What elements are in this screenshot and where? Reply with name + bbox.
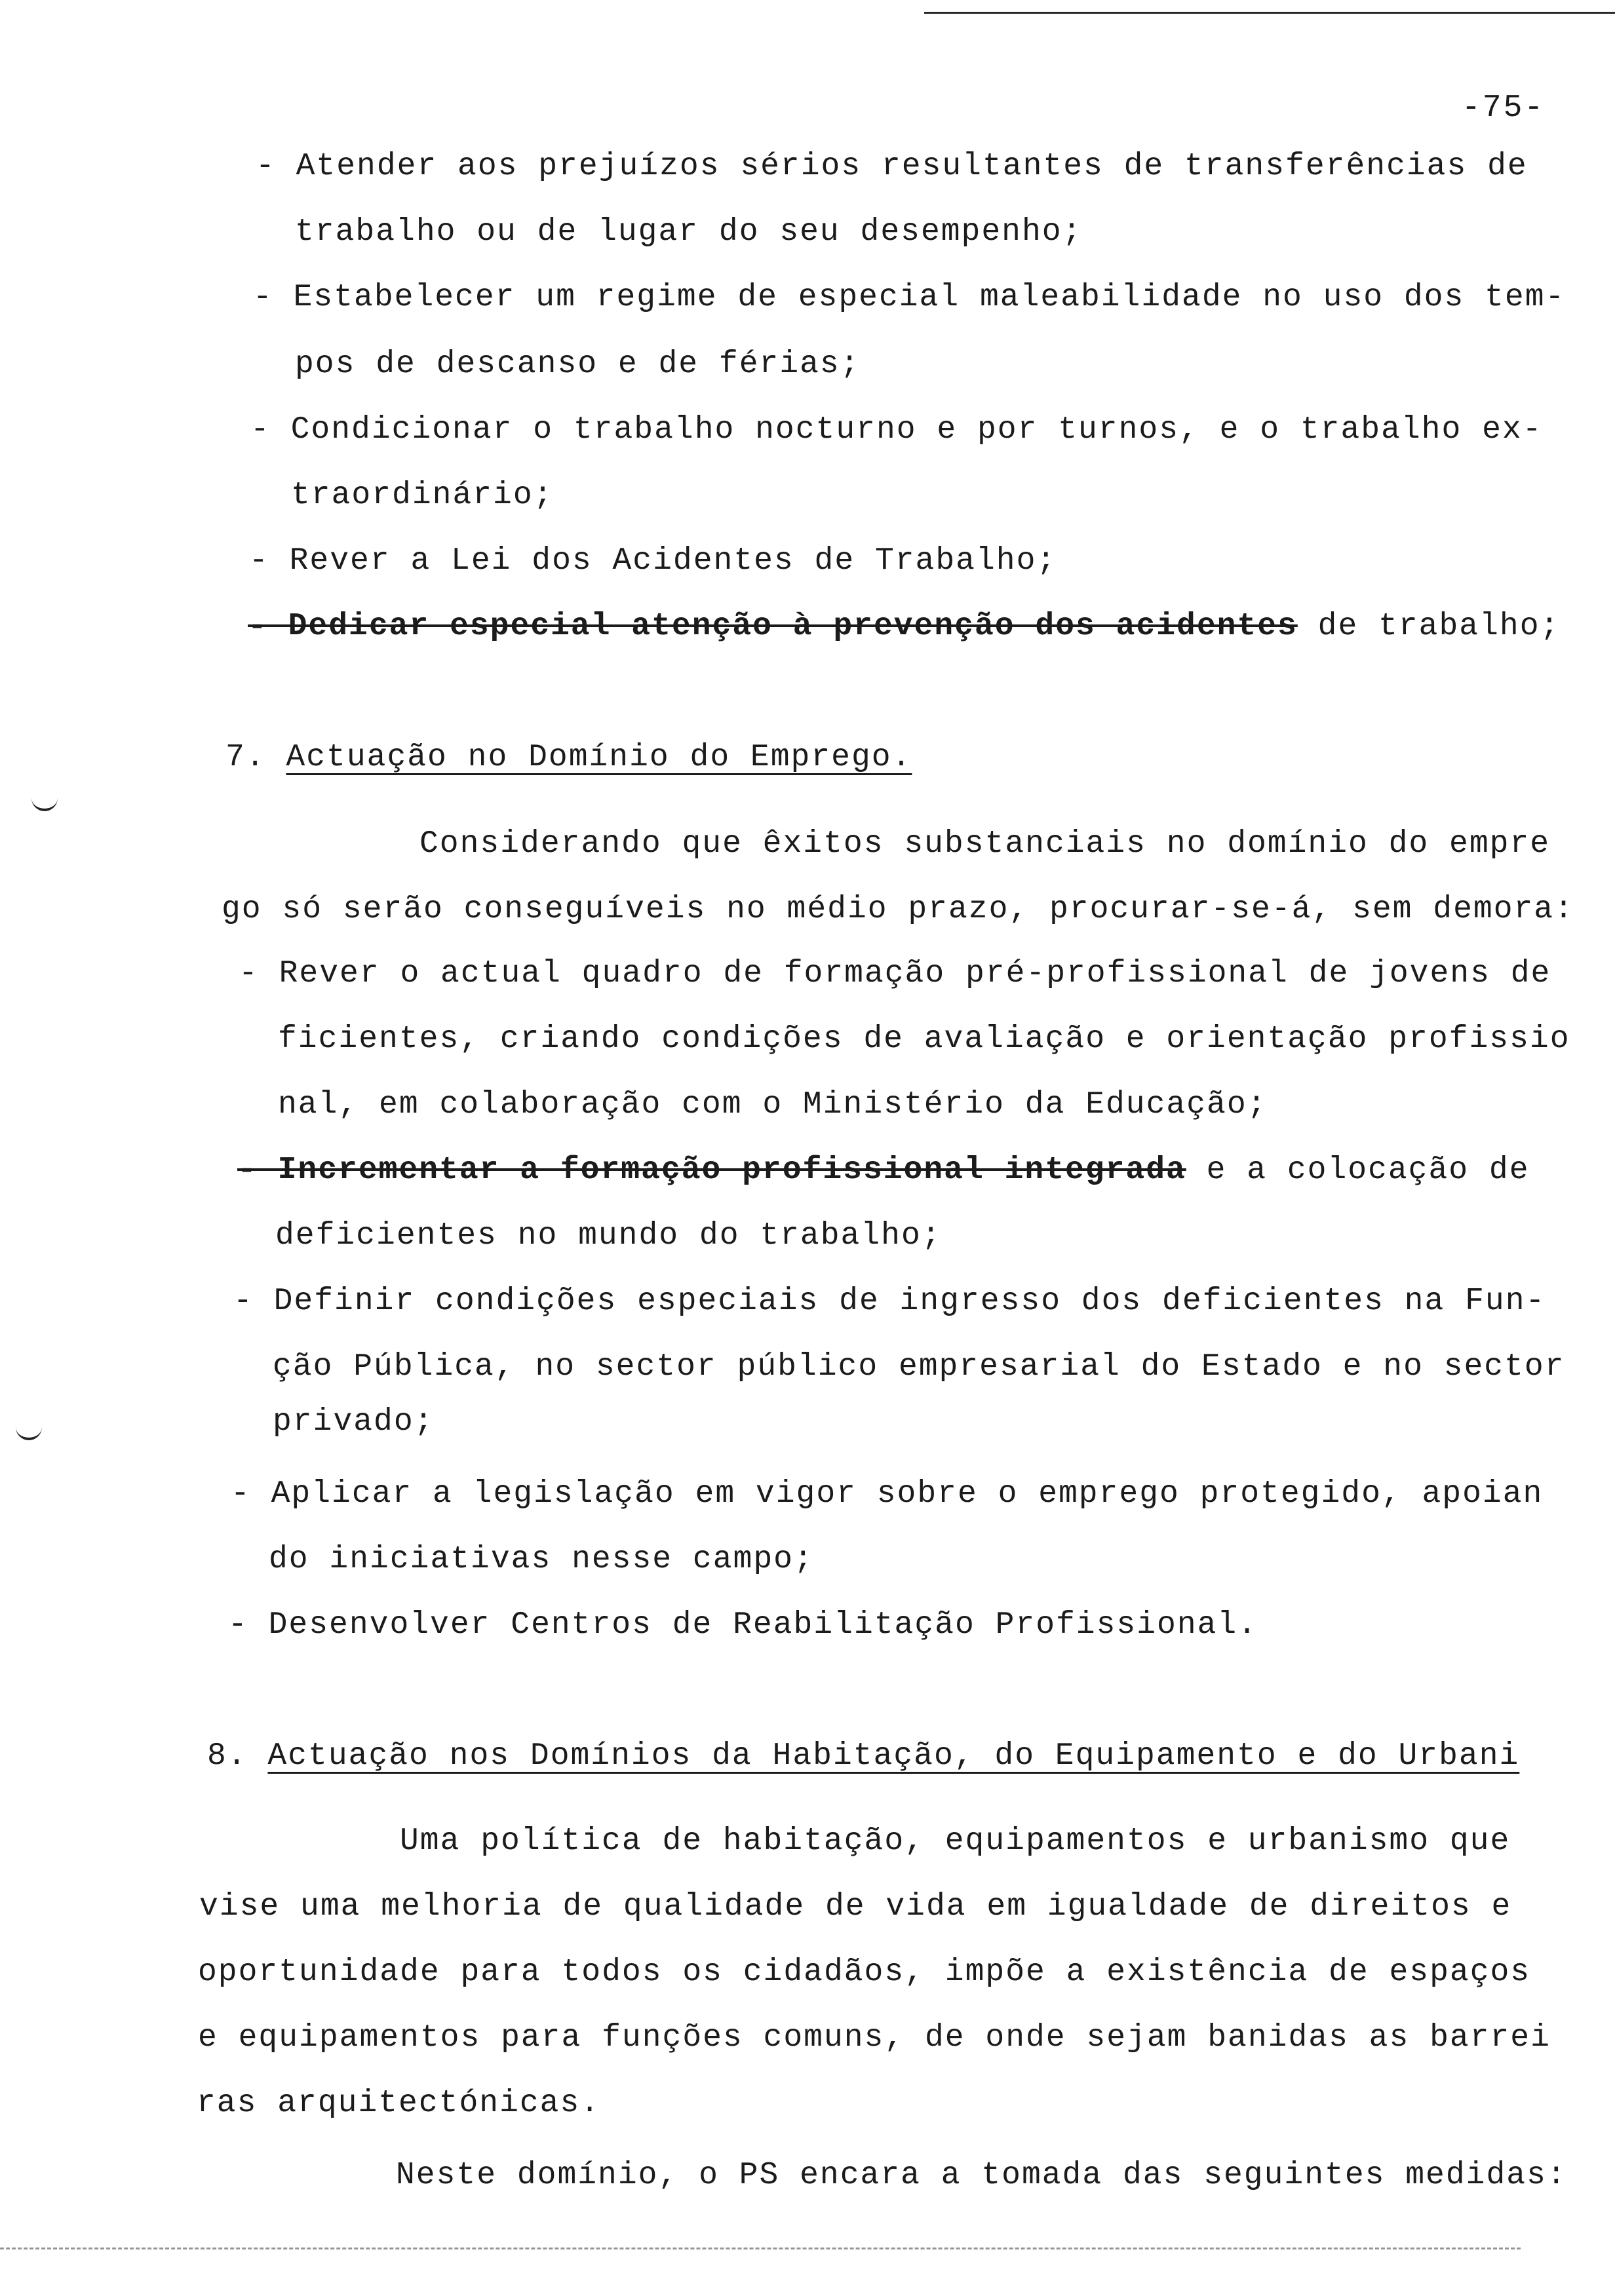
list-item-line <box>237 1151 1530 1190</box>
list-item-line: - Aplicar a legislação em vigor sobre o emprego protegido, apoian <box>231 1476 1544 1512</box>
list-item-line: - Estabelecer um regime de especial maleabilidade no uso dos tem- <box>253 280 1566 315</box>
list-item-line: nal, em colaboração com o Ministério da Educação; <box>278 1087 1268 1122</box>
list-item-text: e a colocação de <box>1186 1153 1530 1188</box>
section-heading <box>225 738 912 777</box>
struck-text: - Incrementar a formação profissional integrada <box>237 1153 1186 1188</box>
list-item-line: traordinário; <box>291 478 554 513</box>
list-item-line: - Condicionar o trabalho nocturno e por turnos, e o trabalho ex- <box>250 412 1543 448</box>
section-title: Actuação nos Domínios da Habitação, do Equipamento e do Urbani <box>267 1738 1520 1774</box>
paragraph-line: Neste domínio, o PS encara a tomada das seguintes medidas: <box>396 2158 1567 2193</box>
paragraph-line: e equipamentos para funções comuns, de onde sejam banidas as barrei <box>198 2020 1551 2056</box>
bottom-rule <box>0 2248 1521 2249</box>
list-item-line: privado; <box>273 1404 435 1440</box>
list-item-line: pos de descanso e de férias; <box>295 347 861 382</box>
list-item-line: - Desenvolver Centros de Reabilitação Profissional. <box>228 1607 1258 1643</box>
binder-hole-mark <box>16 1427 42 1440</box>
paragraph-line: go só serão conseguíveis no médio prazo, procurar-se-á, sem demora: <box>222 892 1574 927</box>
page-number: -75- <box>1462 90 1546 126</box>
list-item-line: do iniciativas nesse campo; <box>269 1542 814 1577</box>
paragraph-line: oportunidade para todos os cidadãos, impõe a existência de espaços <box>198 1955 1531 1990</box>
list-item-line: - Rever o actual quadro de formação pré-profissional de jovens de <box>239 956 1551 991</box>
list-item-line <box>248 607 1560 646</box>
list-item-line: - Definir condições especiais de ingresso dos deficientes na Fun- <box>233 1284 1546 1319</box>
struck-text: - Dedicar especial atenção à prevenção dos acidentes <box>248 609 1298 644</box>
section-title: Actuação no Domínio do Emprego. <box>286 740 912 775</box>
list-item-line: trabalho ou de lugar do seu desempenho; <box>295 214 1083 250</box>
list-item-line: - Atender aos prejuízos sérios resultantes de transferências de <box>256 149 1528 184</box>
paragraph-line: vise uma melhoria de qualidade de vida em igualdade de direitos e <box>199 1889 1512 1924</box>
paragraph-line: ras arquitectónicas. <box>197 2086 601 2121</box>
top-rule <box>924 12 1615 14</box>
list-item-line: ção Pública, no sector público empresarial do Estado e no sector <box>273 1349 1565 1385</box>
list-item-text: de trabalho; <box>1297 609 1561 644</box>
binder-hole-mark <box>31 798 58 811</box>
section-number: 7. <box>225 740 266 775</box>
section-heading <box>207 1736 1519 1776</box>
list-item-line: deficientes no mundo do trabalho; <box>275 1218 942 1253</box>
section-number: 8. <box>207 1738 248 1774</box>
paragraph-line: Considerando que êxitos substanciais no domínio do empre <box>419 826 1551 862</box>
list-item-line: - Rever a Lei dos Acidentes de Trabalho; <box>249 543 1057 579</box>
paragraph-line: Uma política de habitação, equipamentos e urbanismo que <box>400 1824 1511 1859</box>
list-item-line: ficientes, criando condições de avaliação e orientação profissio <box>278 1022 1570 1057</box>
